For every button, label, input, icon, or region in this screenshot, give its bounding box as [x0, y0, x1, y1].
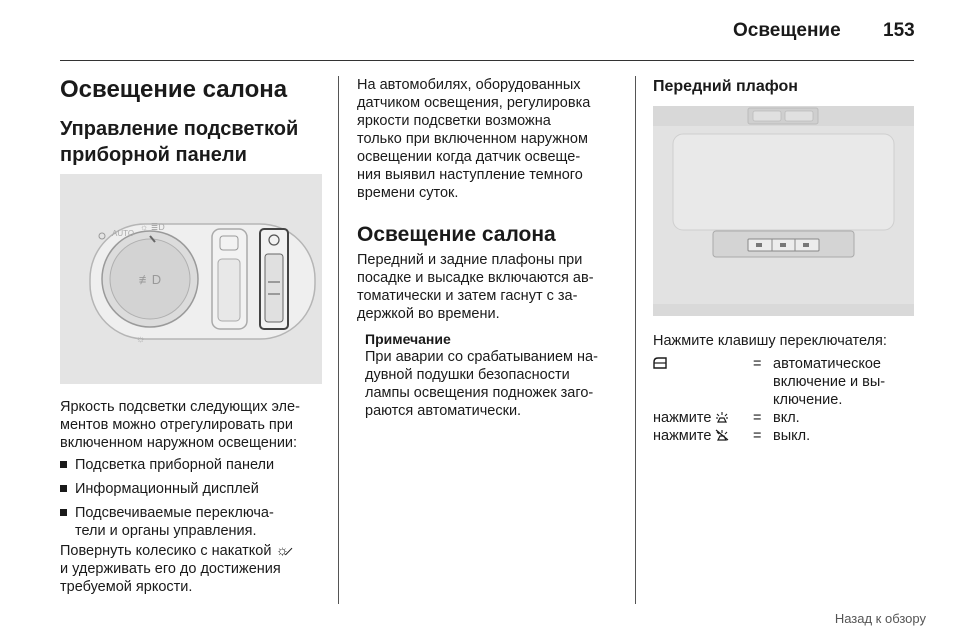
- header-rule: [60, 60, 914, 61]
- interior-lighting-paragraph: Передний и задние плафоны при посадке и высадке включаются ав- томатически и затем гаснут с за- держкой во времени.: [357, 252, 594, 322]
- bullet-marker: [60, 461, 67, 468]
- subsection-title: Управление подсветкой приборной панели: [60, 118, 299, 166]
- legend-row-on: нажмите = вкл.: [653, 410, 800, 426]
- sensor-paragraph: На автомобилях, оборудованных датчиком освещения, регулировка яркости подсветки возможна только при включенном наружном освещении когда датчик освеще- ния выявил наступление темного времени суток.: [357, 77, 591, 201]
- lamp-off-icon: [715, 428, 729, 444]
- interior-lighting-heading: Освещение салона: [357, 223, 556, 246]
- light-switch-figure: [60, 174, 322, 384]
- bullet-marker: [60, 485, 67, 492]
- running-header-title: Освещение: [733, 20, 841, 41]
- outro-paragraph: Повернуть колесико с накаткой ☼̷ и удерживать его до достижения требуемой яркости.: [60, 543, 289, 595]
- list-item: Подсвечиваемые переключа- тели и органы управления.: [60, 504, 330, 540]
- front-lamp-heading: Передний плафон: [653, 78, 798, 95]
- front-lamp-illustration: [653, 106, 914, 316]
- legend-row-off: нажмите = выкл.: [653, 428, 811, 444]
- svg-text:☼: ☼: [136, 334, 146, 345]
- instruction-text: Нажмите клавишу переключателя:: [653, 333, 887, 349]
- column-divider-1: [338, 76, 339, 604]
- dial-auto-label: AUTO: [112, 229, 135, 238]
- back-to-overview-link[interactable]: Назад к обзору: [834, 611, 926, 626]
- section-title: Освещение салона: [60, 76, 288, 103]
- front-lamp-figure: [653, 106, 914, 316]
- dial-icons-label: ☼ ≣D: [140, 222, 165, 232]
- bullet-list: [60, 456, 330, 546]
- list-item: Информационный дисплей: [60, 480, 330, 498]
- door-icon: [653, 356, 667, 372]
- switch-legend: [653, 355, 913, 455]
- svg-text:≢D: ≢D: [138, 272, 162, 287]
- page-number: 153: [883, 20, 915, 41]
- column-divider-2: [635, 76, 636, 604]
- note-paragraph: При аварии со срабатыванием на- дувной подушки безопасности лампы освещения подножек заго- раются автоматически.: [365, 349, 598, 419]
- legend-row-auto: = автоматическое включение и вы- ключение.: [653, 355, 667, 373]
- note-label: Примечание: [365, 331, 451, 347]
- list-item: Подсветка приборной панели: [60, 456, 330, 474]
- bullet-marker: [60, 509, 67, 516]
- legend-text: автоматическое включение и вы- ключение.: [773, 356, 886, 408]
- light-switch-illustration: [60, 174, 322, 384]
- intro-paragraph: Яркость подсветки следующих эле- ментов можно отрегулировать при включенном наружном освещении:: [60, 399, 300, 451]
- lamp-on-icon: [715, 410, 729, 426]
